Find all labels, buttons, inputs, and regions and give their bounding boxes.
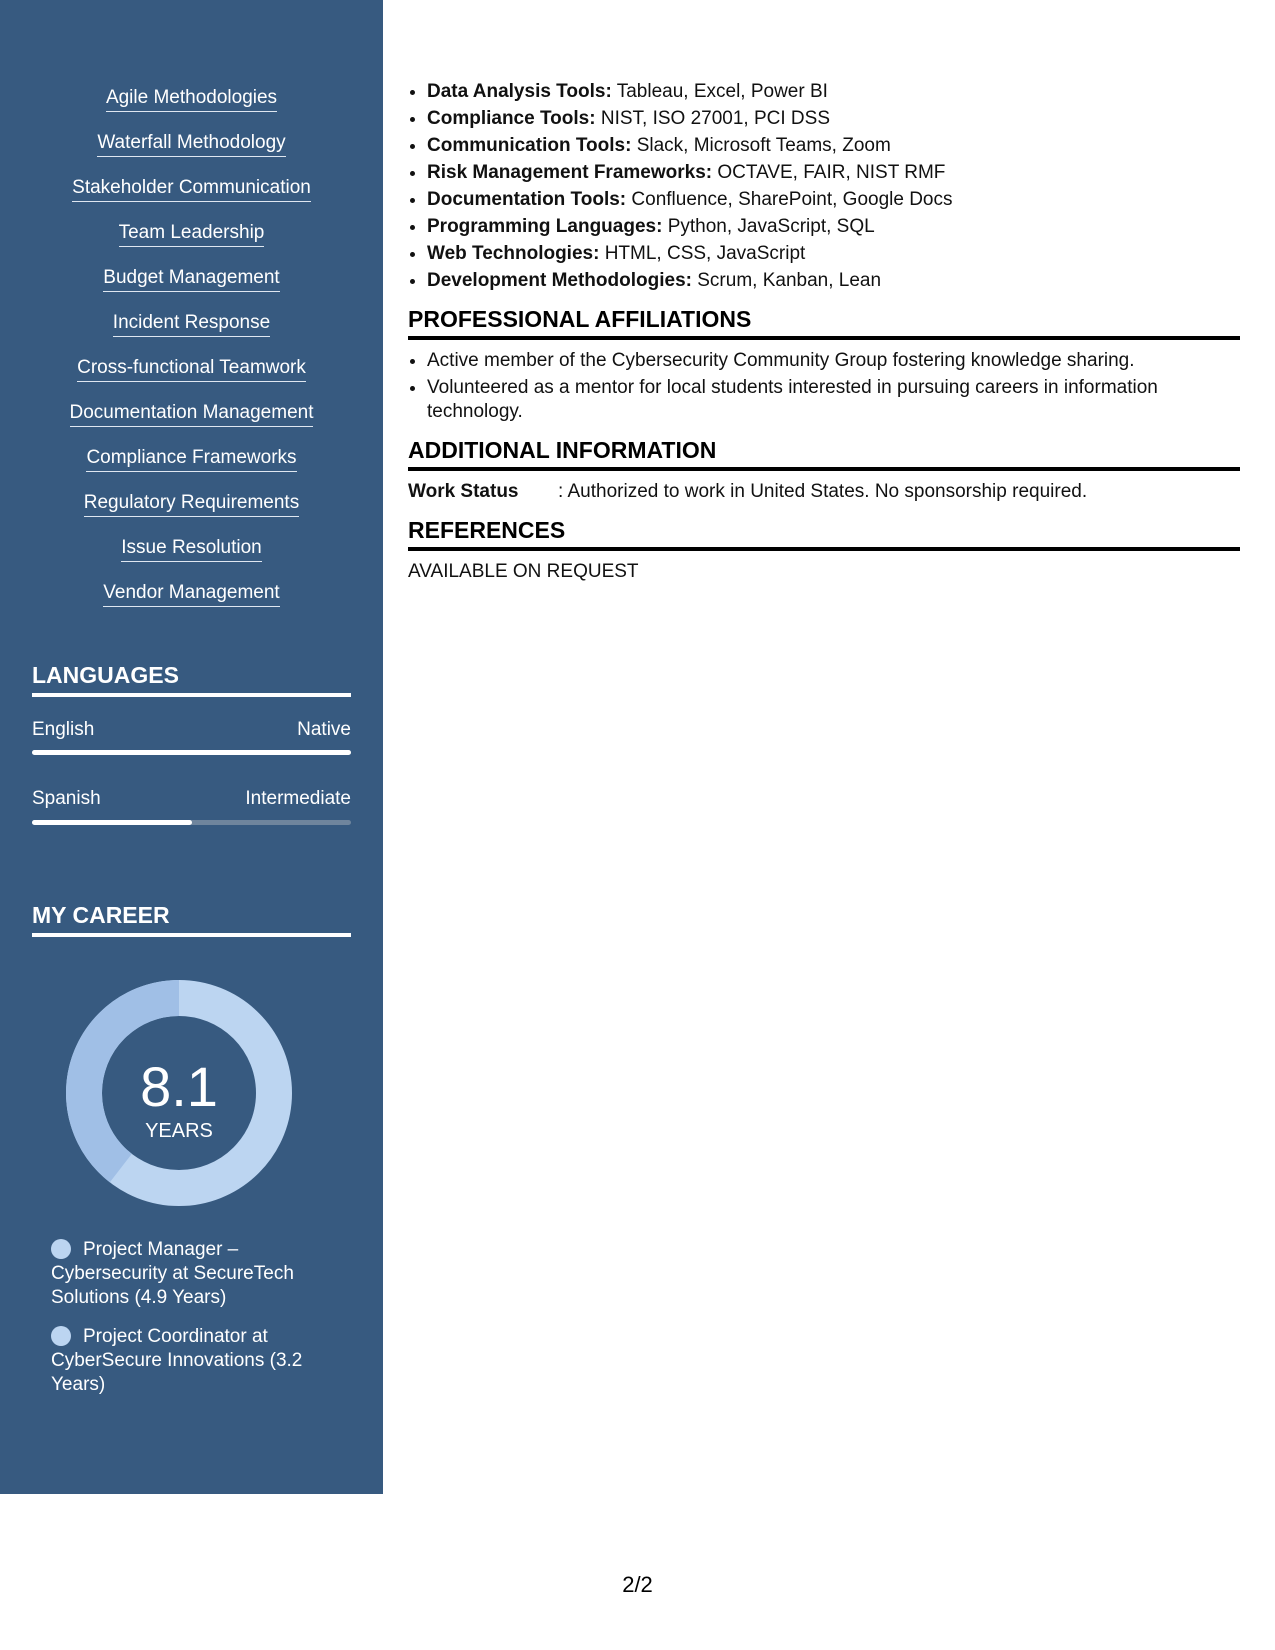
tool-item [427,215,1240,239]
language-name: English [32,719,95,740]
skill-label: Documentation Management [70,401,314,427]
career-item-text: Project Manager – Cybersecurity at SecureTech Solutions (4.9 Years) [51,1239,294,1308]
skill-label: Agile Methodologies [106,86,277,112]
skill-item [0,176,383,221]
career-item [51,1325,311,1397]
references-text: AVAILABLE ON REQUEST [408,561,639,582]
affiliation-item: • Active member of the Cybersecurity Community Group fostering knowledge sharing. [427,349,1240,373]
tool-item [427,107,1240,131]
skill-item [0,131,383,176]
skill-item [0,536,383,581]
tool-label: Risk Management Frameworks: [427,162,713,183]
tool-label: Development Methodologies: [427,270,692,291]
tool-value: Confluence, SharePoint, Google Docs [631,189,953,210]
affiliation-item: • Volunteered as a mentor for local students interested in pursuing careers in information technology. [427,376,1240,424]
language-level: Intermediate [245,788,351,809]
tool-value: HTML, CSS, JavaScript [604,243,806,264]
language-bar-english [32,750,351,755]
tool-value: Slack, Microsoft Teams, Zoom [636,135,891,156]
skill-item [0,491,383,536]
skill-label: Incident Response [113,311,270,337]
tool-item [427,134,1240,158]
skill-label: Stakeholder Communication [72,176,311,202]
language-row-english [32,718,351,742]
work-status-value: : Authorized to work in United States. No sponsorship required. [558,481,1088,502]
legend-dot-icon [51,1239,71,1259]
language-bar-spanish [32,820,351,825]
tool-value: Scrum, Kanban, Lean [697,270,882,291]
legend-dot-icon [51,1326,71,1346]
career-years-unit: YEARS [145,1120,213,1142]
skill-item [0,266,383,311]
languages-heading: LANGUAGES [32,661,351,697]
work-status-label: Work Status [408,481,519,502]
skill-label: Issue Resolution [121,536,261,562]
skill-label: Compliance Frameworks [86,446,296,472]
tool-label: Compliance Tools: [427,108,596,129]
affiliations-heading: PROFESSIONAL AFFILIATIONS [408,305,1240,340]
tool-item [427,269,1240,293]
language-bar-fill [32,750,351,755]
tool-label: Programming Languages: [427,216,663,237]
language-row-spanish [32,787,351,811]
sidebar [0,0,383,1494]
skill-label: Waterfall Methodology [97,131,285,157]
language-level: Native [297,719,351,740]
skills-list [0,86,383,626]
language-name: Spanish [32,788,101,809]
additional-info-heading: ADDITIONAL INFORMATION [408,436,1240,471]
skill-label: Cross-functional Teamwork [77,356,306,382]
tool-label: Documentation Tools: [427,189,627,210]
tool-value: NIST, ISO 27001, PCI DSS [600,108,830,129]
tool-label: Web Technologies: [427,243,600,264]
skill-item [0,356,383,401]
language-bar-fill [32,820,192,825]
main-content [408,80,1240,584]
tool-value: Tableau, Excel, Power BI [616,81,828,102]
skill-item [0,401,383,446]
career-item [51,1238,311,1310]
skill-item [0,221,383,266]
tool-label: Data Analysis Tools: [427,81,612,102]
skill-label: Budget Management [103,266,279,292]
career-donut-chart [66,980,292,1206]
tool-item [427,161,1240,185]
tool-label: Communication Tools: [427,135,632,156]
skill-item [0,311,383,356]
tool-value: OCTAVE, FAIR, NIST RMF [717,162,946,183]
skill-label: Vendor Management [103,581,279,607]
affiliations-list [408,349,1240,424]
skill-item [0,581,383,626]
page-number: 2/2 [622,1572,653,1597]
tools-list [408,80,1240,293]
tool-item [427,188,1240,212]
career-total-years: 8.1 [140,1055,218,1118]
skill-label: Team Leadership [119,221,265,247]
career-item-text: Project Coordinator at CyberSecure Innovations (3.2 Years) [51,1326,303,1395]
skill-item [0,446,383,491]
career-heading: MY CAREER [32,901,351,937]
tool-item [427,80,1240,104]
work-status-row [408,480,1240,504]
tool-item [427,242,1240,266]
skill-item [0,86,383,131]
references-heading: REFERENCES [408,516,1240,551]
skill-label: Regulatory Requirements [84,491,299,517]
tool-value: Python, JavaScript, SQL [667,216,875,237]
